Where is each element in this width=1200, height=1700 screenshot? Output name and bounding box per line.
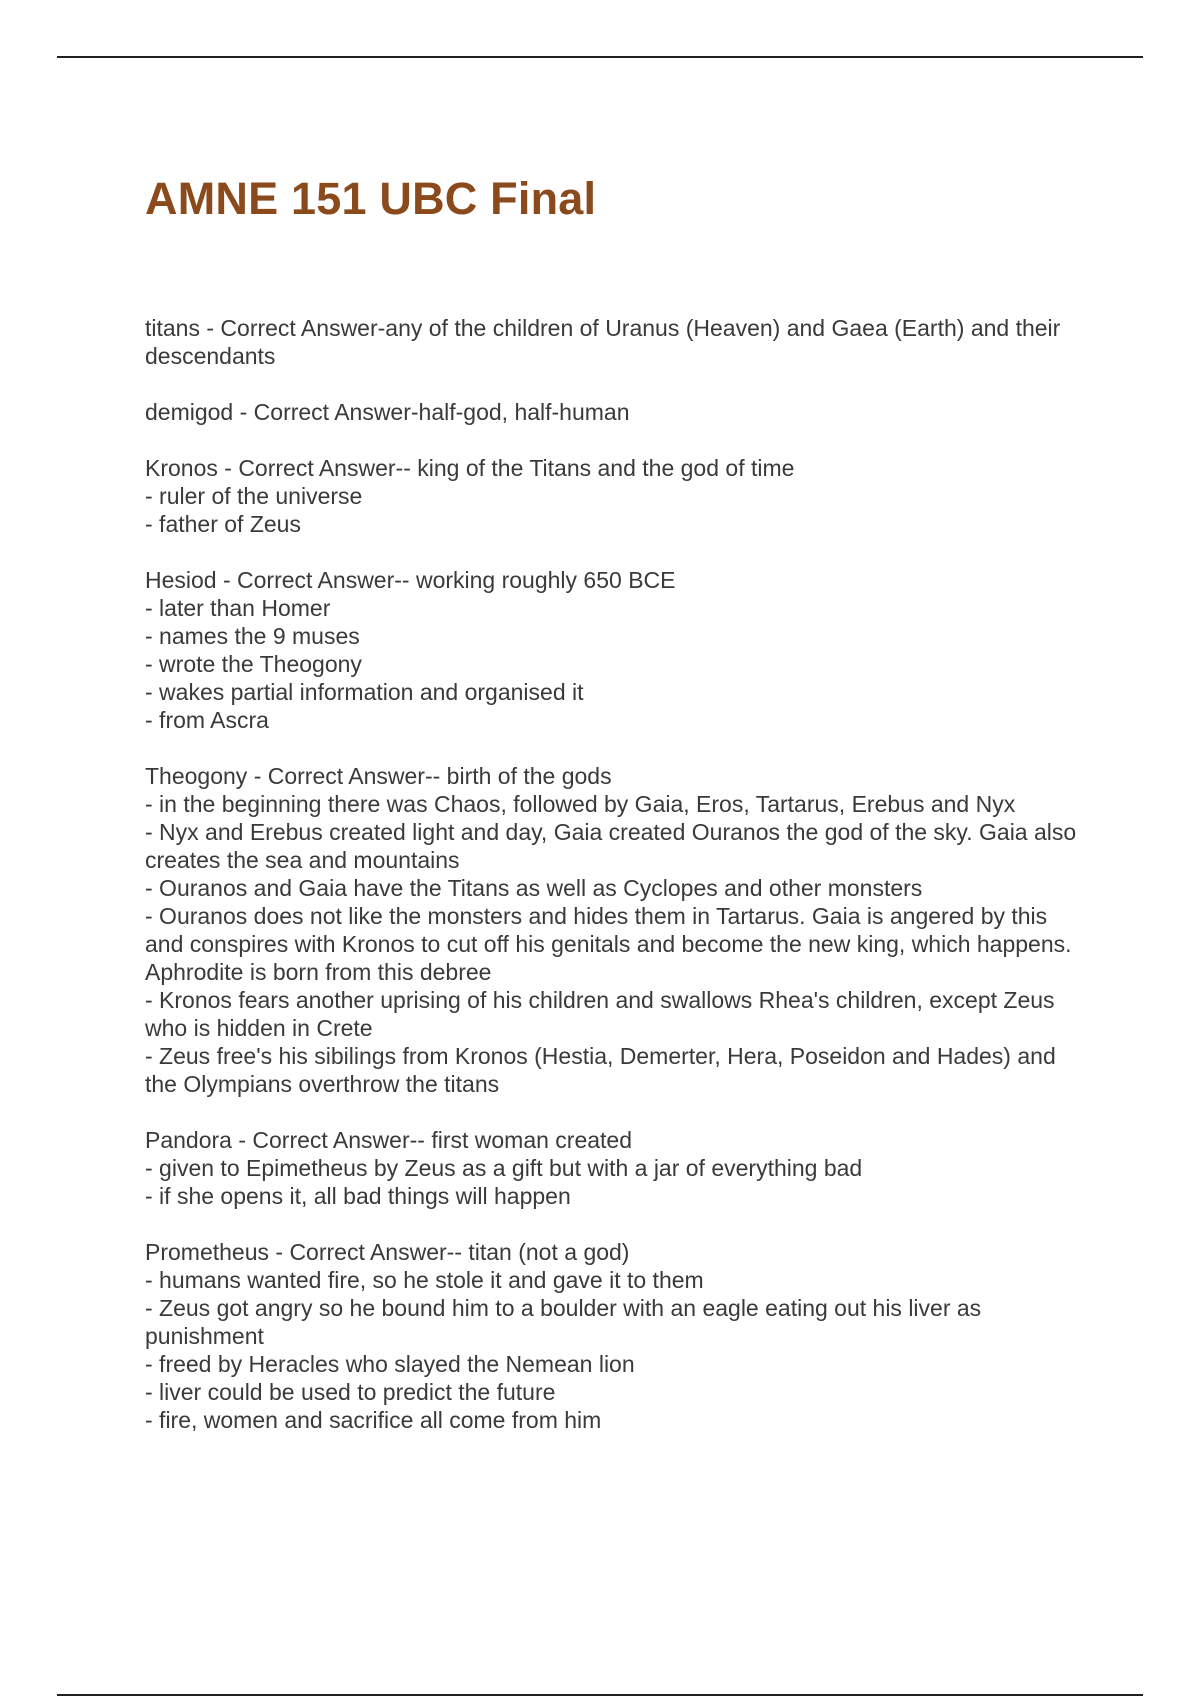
entry-pandora [145, 1126, 1085, 1210]
entry-line: - Zeus got angry so he bound him to a boulder with an eagle eating out his liver as punishment [145, 1295, 982, 1349]
bottom-rule [57, 1694, 1143, 1696]
entry-hesiod [145, 566, 1085, 734]
entry-line: - Ouranos does not like the monsters and hides them in Tartarus. Gaia is angered by this and conspires with Kronos to cut off his genitals and become the new king, which happens. Aphrodite is born from this debree [145, 903, 1072, 985]
entry-line: demigod - Correct Answer-half-god, half-human [145, 399, 630, 425]
entry-demigod [145, 398, 1085, 426]
entry-line: Prometheus - Correct Answer-- titan (not a god) [145, 1239, 630, 1265]
entry-line: Hesiod - Correct Answer-- working roughly 650 BCE [145, 567, 676, 593]
entry-line: - names the 9 muses [145, 623, 360, 649]
entry-line: - fire, women and sacrifice all come from him [145, 1407, 602, 1433]
entry-theogony [145, 762, 1085, 1098]
entry-line: - Zeus free's his sibilings from Kronos (Hestia, Demerter, Hera, Poseidon and Hades) and the Olympians overthrow the titans [145, 1043, 1056, 1097]
entry-line: - wrote the Theogony [145, 651, 362, 677]
entry-line: Theogony - Correct Answer-- birth of the gods [145, 763, 612, 789]
page-title: AMNE 151 UBC Final [145, 173, 597, 224]
entry-line: - Kronos fears another uprising of his children and swallows Rhea's children, except Zeus who is hidden in Crete [145, 987, 1055, 1041]
entry-line: - ruler of the universe [145, 483, 363, 509]
entry-line: Kronos - Correct Answer-- king of the Titans and the god of time [145, 455, 795, 481]
entry-line: - Nyx and Erebus created light and day, Gaia created Ouranos the god of the sky. Gaia also creates the sea and mountains [145, 819, 1077, 873]
entry-line: - humans wanted fire, so he stole it and gave it to them [145, 1267, 704, 1293]
entry-line: titans - Correct Answer-any of the children of Uranus (Heaven) and Gaea (Earth) and their descendants [145, 315, 1061, 369]
entry-prometheus [145, 1238, 1085, 1434]
entry-line: - freed by Heracles who slayed the Nemean lion [145, 1351, 635, 1377]
entry-line: - wakes partial information and organised it [145, 679, 584, 705]
entry-titans [145, 314, 1085, 370]
entry-kronos [145, 454, 1085, 538]
entry-line: - liver could be used to predict the future [145, 1379, 556, 1405]
entry-line: Pandora - Correct Answer-- first woman created [145, 1127, 633, 1153]
entry-line: - in the beginning there was Chaos, followed by Gaia, Eros, Tartarus, Erebus and Nyx [145, 791, 1016, 817]
entry-line: - later than Homer [145, 595, 331, 621]
entry-line: - Ouranos and Gaia have the Titans as well as Cyclopes and other monsters [145, 875, 923, 901]
top-rule [57, 56, 1143, 58]
entry-line: - if she opens it, all bad things will happen [145, 1183, 571, 1209]
entry-line: - father of Zeus [145, 511, 301, 537]
entry-line: - from Ascra [145, 707, 269, 733]
entry-line: - given to Epimetheus by Zeus as a gift but with a jar of everything bad [145, 1155, 863, 1181]
flashcard-list [145, 314, 1085, 1462]
